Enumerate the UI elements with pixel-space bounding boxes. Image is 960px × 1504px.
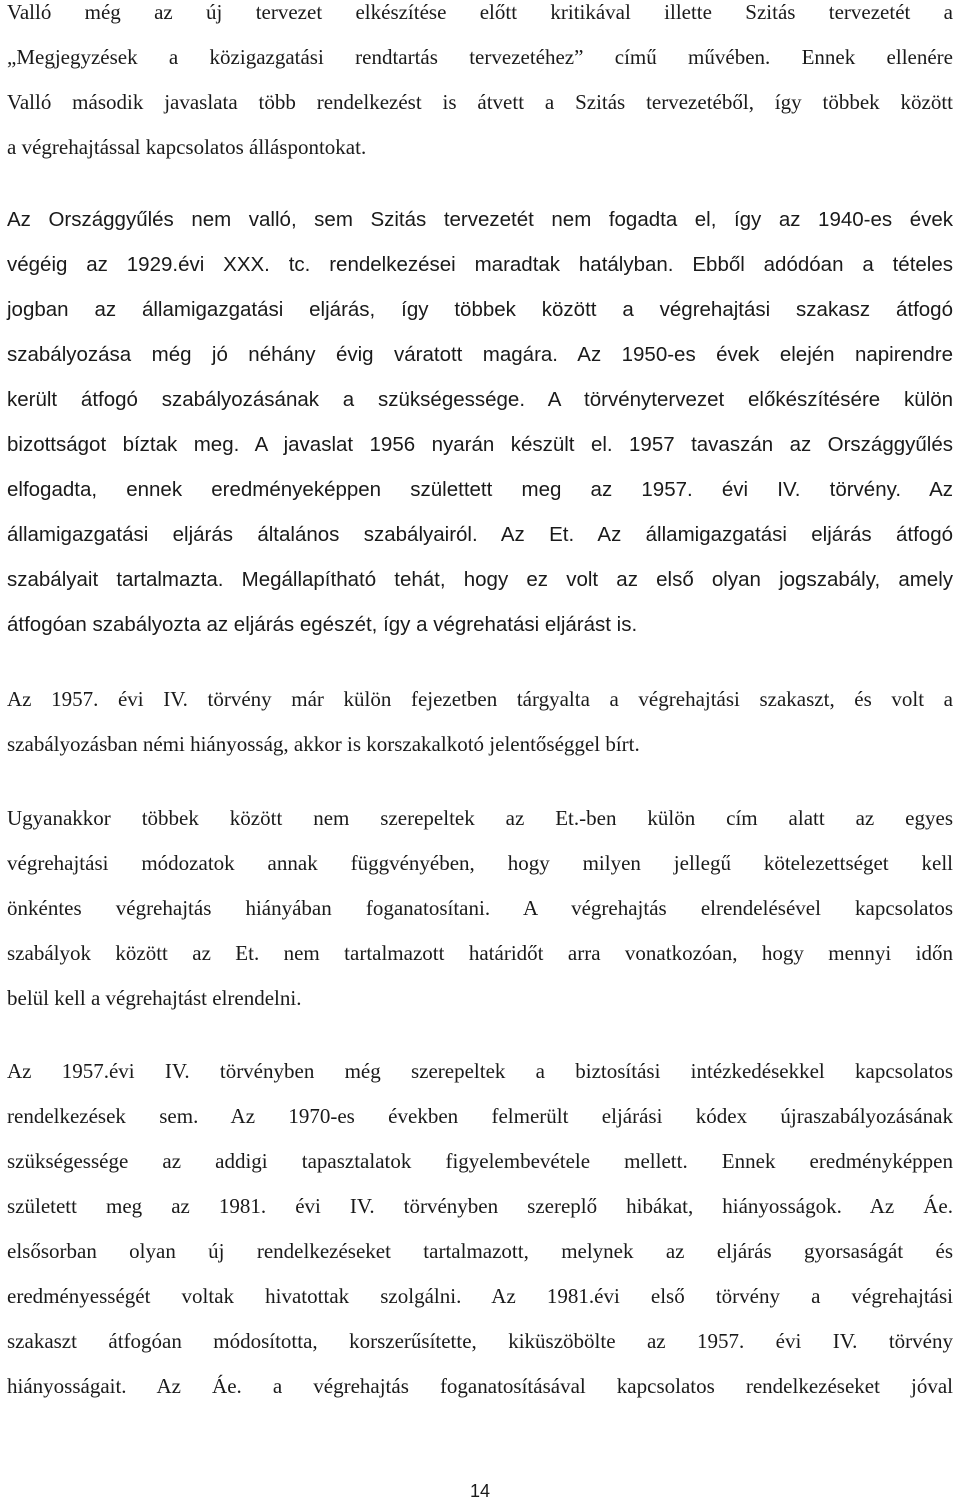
paragraph-5 [7,1049,953,1409]
text-line: belül kell a végrehajtást elrendelni. [7,986,302,1010]
text-line: Valló második javaslata több rendelkezést is átvett a Szitás tervezetéből, így többek között [7,90,953,114]
text-line: átfogóan szabályozta az eljárás egészét, így a végrehatási eljárást is. [7,613,638,636]
text-line: Az Országgyűlés nem valló, sem Szitás tervezetét nem fogadta el, így az 1940-es évek [7,208,953,231]
text-line: szabályait tartalmazta. Megállapítható tehát, hogy ez volt az első olyan jogszabály, amely [7,568,953,591]
text-line: elsősorban olyan új rendelkezéseket tartalmazott, melynek az eljárás gyorsaságát és [7,1239,953,1263]
text-line: szabályozása még jó néhány évig váratott magára. Az 1950-es évek elején napirendre [7,343,953,366]
text-line: a végrehajtással kapcsolatos álláspontokat. [7,135,367,159]
text-line: jogban az államigazgatási eljárás, így többek között a végrehajtási szakasz átfogó [7,298,953,321]
text-line: szakaszt átfogóan módosította, korszerűsítette, kiküszöbölte az 1957. évi IV. törvény [7,1329,953,1353]
text-line: Ugyanakkor többek között nem szerepeltek az Et.-ben külön cím alatt az egyes [7,806,953,830]
text-line: rendelkezések sem. Az 1970-es években felmerült eljárási kódex újraszabályozásának [7,1104,953,1128]
page-number: 14 [469,1481,491,1501]
text-line: került átfogó szabályozásának a szükségessége. A törvénytervezet előkészítésére külön [7,388,953,411]
paragraph-3 [7,677,953,767]
text-line: végrehajtási módozatok annak függvényében, hogy milyen jellegű kötelezettséget kell [7,851,953,875]
text-line: Az 1957. évi IV. törvény már külön fejezetben tárgyalta a végrehajtási szakaszt, és volt a [7,687,953,711]
text-line: önkéntes végrehajtás hiányában foganatosítani. A végrehajtás elrendelésével kapcsolatos [7,896,953,920]
text-line: végéig az 1929.évi XXX. tc. rendelkezései maradtak hatályban. Ebből adódóan a tételes [7,253,953,276]
paragraph-2 [7,197,953,647]
text-line: Az 1957.évi IV. törvényben még szerepeltek a biztosítási intézkedésekkel kapcsolatos [7,1059,953,1083]
text-line: született meg az 1981. évi IV. törvényben szereplő hibákat, hiányosságok. Az Áe. [7,1194,953,1218]
text-line: elfogadta, ennek eredményeképpen születtett meg az 1957. évi IV. törvény. Az [7,478,953,501]
text-line: bizottságot bíztak meg. A javaslat 1956 nyarán készült el. 1957 tavaszán az Országgyűlés [7,433,953,456]
text-line: államigazgatási eljárás általános szabályairól. Az Et. Az államigazgatási eljárás átfogó [7,523,953,546]
paragraph-4 [7,796,953,1021]
text-line: hiányosságait. Az Áe. a végrehajtás foganatosításával kapcsolatos rendelkezéseket jóval [7,1374,953,1398]
text-line: Valló még az új tervezet elkészítése előtt kritikával illette Szitás tervezetét a [7,0,953,24]
text-line: „Megjegyzések a közigazgatási rendtartás tervezetéhez” című művében. Ennek ellenére [7,45,953,69]
text-line: szabályok között az Et. nem tartalmazott határidőt arra vonatkozóan, hogy mennyi időn [7,941,953,965]
paragraph-1 [7,0,953,170]
text-line: eredményességét voltak hivatottak szolgálni. Az 1981.évi első törvény a végrehajtási [7,1284,953,1308]
text-line: szabályozásban némi hiányosság, akkor is korszakalkotó jelentőséggel bírt. [7,732,640,756]
text-line: szükségessége az addigi tapasztalatok figyelembevétele mellett. Ennek eredményképpen [7,1149,953,1173]
